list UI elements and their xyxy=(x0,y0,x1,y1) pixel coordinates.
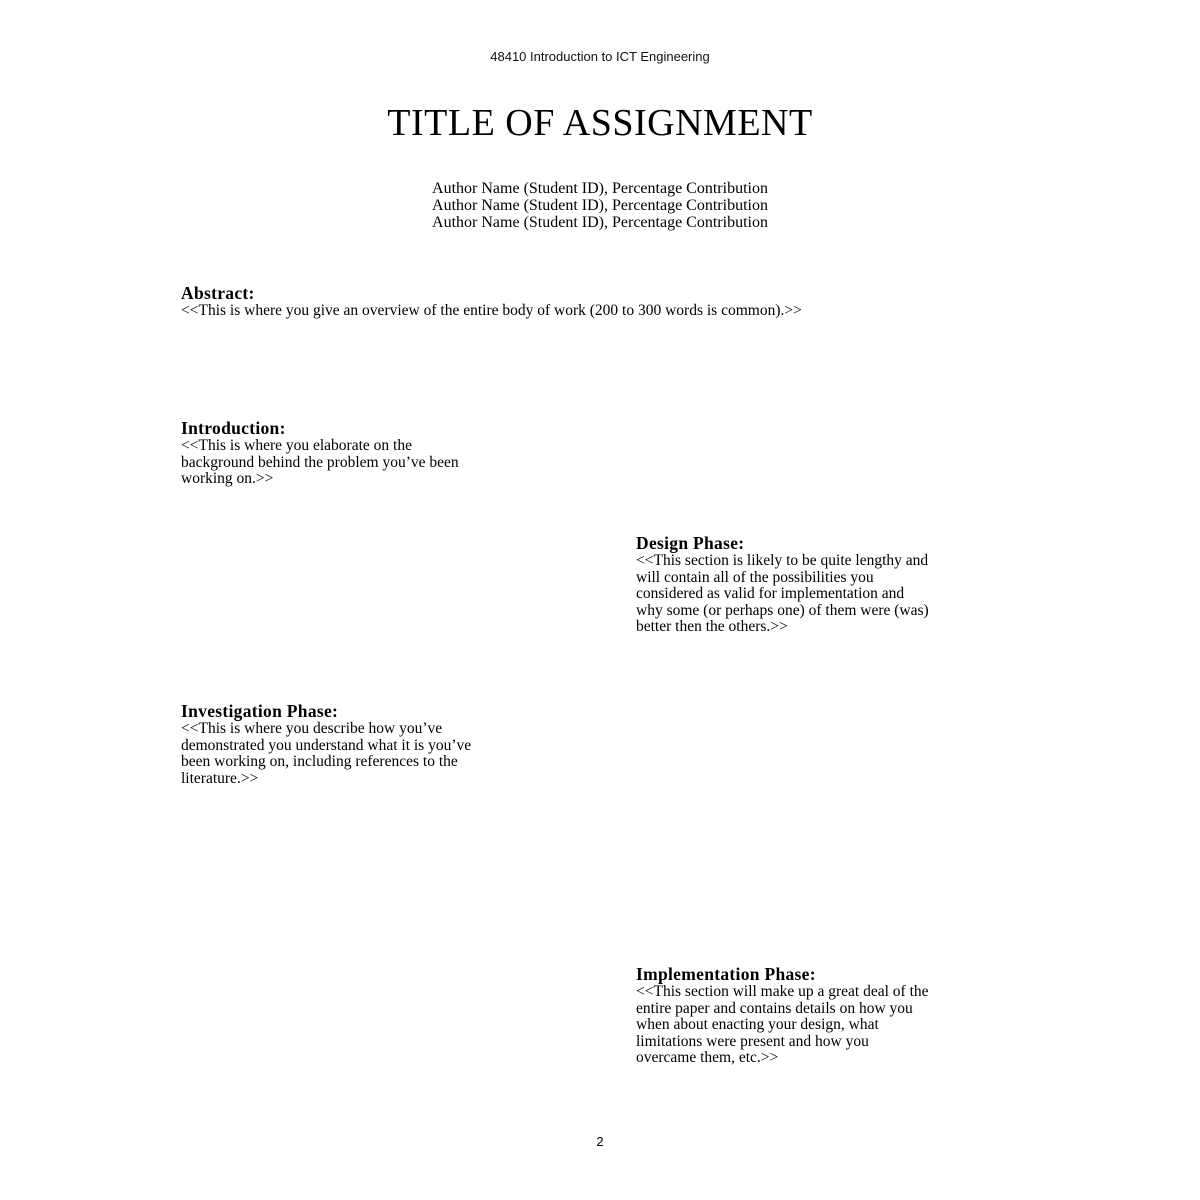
design-phase-line: considered as valid for implementation and xyxy=(636,585,905,603)
implementation-phase-line: entire paper and contains details on how you xyxy=(636,999,913,1017)
investigation-phase-line: <<This is where you describe how you’ve xyxy=(181,720,443,737)
abstract-section xyxy=(181,284,1041,320)
introduction-section xyxy=(181,419,561,488)
document-title: TITLE OF ASSIGNMENT xyxy=(387,102,813,144)
design-phase-line: <<This section is likely to be quite lengthy and xyxy=(636,552,929,569)
investigation-phase-heading: Investigation Phase: xyxy=(181,701,339,721)
introduction-line: background behind the problem you’ve been xyxy=(181,453,459,471)
introduction-line: <<This is where you elaborate on the xyxy=(181,437,412,454)
investigation-phase-line: been working on, including references to the xyxy=(181,753,458,771)
introduction-line: working on.>> xyxy=(181,470,274,488)
introduction-heading: Introduction: xyxy=(181,418,286,438)
design-phase-heading: Design Phase: xyxy=(636,533,745,553)
design-phase-section xyxy=(636,534,1026,636)
implementation-phase-line: overcame them, etc.>> xyxy=(636,1049,779,1067)
abstract-body: <<This is where you give an overview of the entire body of work (200 to 300 words is common).>> xyxy=(181,302,802,319)
design-phase-line: will contain all of the possibilities you xyxy=(636,568,874,586)
author-line: Author Name (Student ID), Percentage Contribution xyxy=(432,214,768,231)
implementation-phase-section xyxy=(636,965,1026,1067)
implementation-phase-line: when about enacting your design, what xyxy=(636,1016,879,1034)
author-line: Author Name (Student ID), Percentage Contribution xyxy=(432,197,768,214)
running-header: 48410 Introduction to ICT Engineering xyxy=(490,49,710,64)
investigation-phase-section xyxy=(181,702,571,787)
implementation-phase-line: <<This section will make up a great deal of the xyxy=(636,983,929,1000)
implementation-phase-heading: Implementation Phase: xyxy=(636,964,816,984)
investigation-phase-line: demonstrated you understand what it is you’ve xyxy=(181,736,472,754)
design-phase-line: why some (or perhaps one) of them were (was) xyxy=(636,601,929,619)
implementation-phase-line: limitations were present and how you xyxy=(636,1032,869,1050)
investigation-phase-line: literature.>> xyxy=(181,769,259,787)
abstract-heading: Abstract: xyxy=(181,283,255,303)
author-list xyxy=(0,180,1200,231)
author-line: Author Name (Student ID), Percentage Contribution xyxy=(432,180,768,197)
page-number: 2 xyxy=(596,1134,604,1149)
design-phase-line: better then the others.>> xyxy=(636,618,788,636)
